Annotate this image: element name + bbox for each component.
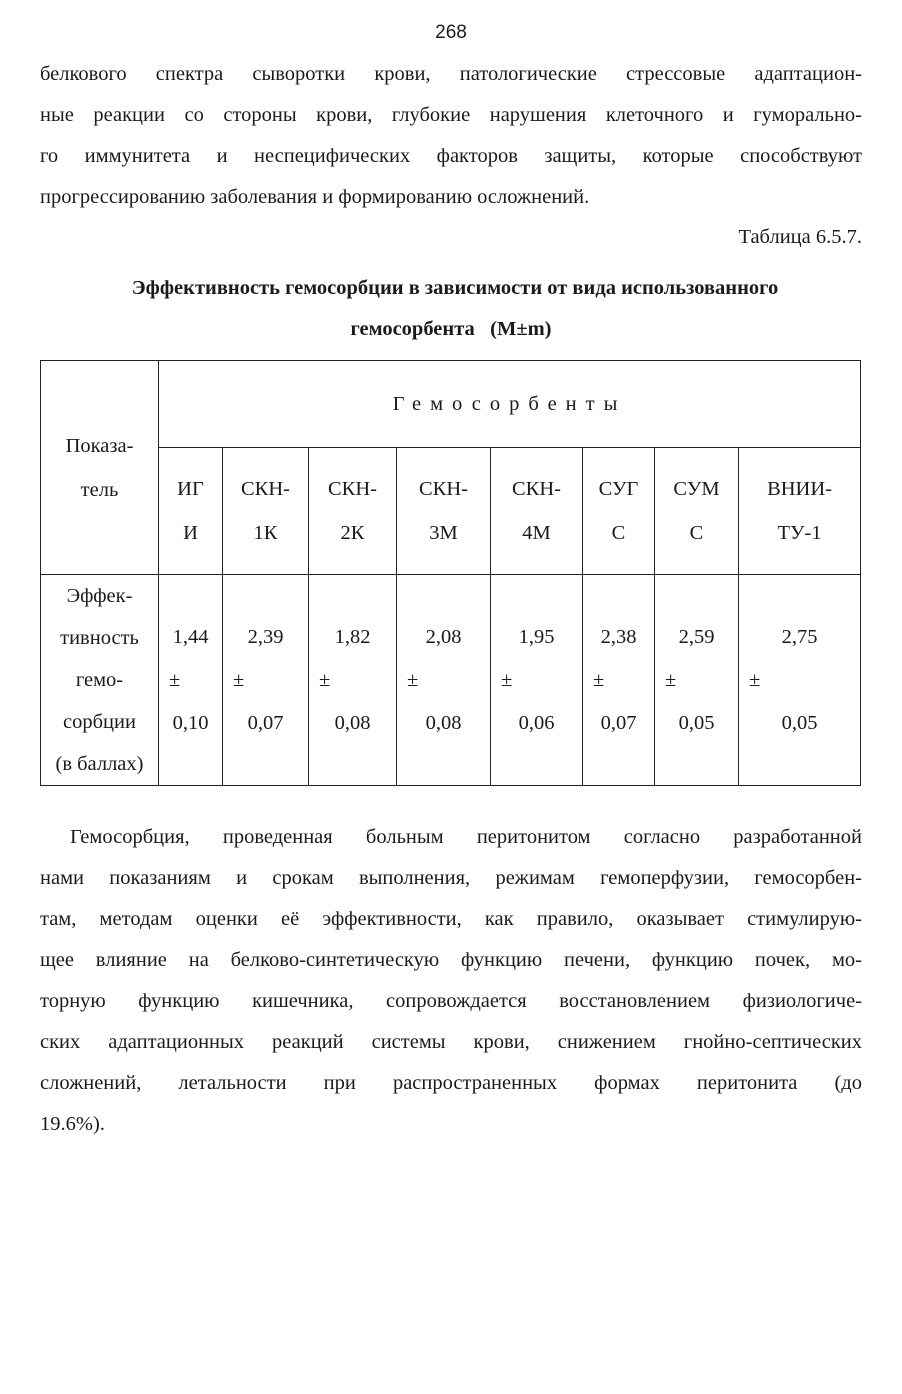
mean-value: 2,59 bbox=[678, 625, 715, 648]
column-header-line: ТУ-1 bbox=[777, 522, 822, 544]
value-cell bbox=[397, 575, 491, 786]
text-line: там, методам оценки её эффективности, как правило, оказывает стимулирую- bbox=[40, 908, 862, 930]
column-header-line: С bbox=[611, 522, 626, 544]
group-header: Гемосорбенты bbox=[159, 361, 861, 448]
error-value: 0,07 bbox=[247, 711, 284, 734]
paragraph-conclusion bbox=[40, 817, 862, 1145]
param-header-line: тель bbox=[80, 478, 119, 501]
plus-minus: ± bbox=[233, 668, 245, 691]
error-value: 0,05 bbox=[678, 711, 715, 734]
mean-value: 1,44 bbox=[172, 625, 209, 648]
mean-value: 2,75 bbox=[781, 625, 818, 648]
column-header bbox=[223, 448, 309, 575]
plus-minus: ± bbox=[169, 668, 181, 691]
hemosorbent-table bbox=[40, 360, 861, 786]
column-header-line: 4М bbox=[522, 522, 551, 544]
plus-minus: ± bbox=[749, 668, 761, 691]
error-value: 0,08 bbox=[334, 711, 371, 734]
param-header bbox=[41, 361, 159, 575]
mean-value: 1,82 bbox=[334, 625, 371, 648]
text-line: го иммунитета и неспецифических факторов защиты, которые способствуют bbox=[40, 145, 862, 167]
column-header-line: СУМ bbox=[673, 478, 720, 500]
column-header bbox=[739, 448, 861, 575]
text-line: нами показаниям и срокам выполнения, режимам гемоперфузии, гемосорбен- bbox=[40, 867, 862, 889]
text-line: Гемосорбция, проведенная больным перитонитом согласно разработанной bbox=[70, 826, 862, 848]
column-header-line: С bbox=[689, 522, 704, 544]
value-cell bbox=[159, 575, 223, 786]
column-header bbox=[159, 448, 223, 575]
column-header bbox=[491, 448, 583, 575]
value-cell bbox=[655, 575, 739, 786]
plus-minus: ± bbox=[319, 668, 331, 691]
text-line: ских адаптационных реакций системы крови, снижением гнойно-септических bbox=[40, 1031, 862, 1053]
column-header-line: 2К bbox=[340, 522, 365, 544]
row-label-line: гемо- bbox=[75, 669, 124, 691]
error-value: 0,08 bbox=[425, 711, 462, 734]
row-label-line: тивность bbox=[60, 627, 139, 649]
row-label bbox=[41, 575, 159, 786]
column-header-line: СКН- bbox=[328, 478, 377, 500]
plus-minus: ± bbox=[407, 668, 419, 691]
table-title-line: гемосорбента (M±m) bbox=[350, 318, 552, 340]
page-number: 268 bbox=[435, 22, 467, 43]
mean-value: 2,39 bbox=[247, 625, 284, 648]
text-line: 19.6%). bbox=[40, 1113, 105, 1135]
mean-value: 2,08 bbox=[425, 625, 462, 648]
table-label: Таблица 6.5.7. bbox=[738, 226, 862, 248]
value-cell bbox=[309, 575, 397, 786]
value-cell bbox=[739, 575, 861, 786]
plus-minus: ± bbox=[665, 668, 677, 691]
column-header-line: СУГ bbox=[598, 478, 639, 500]
error-value: 0,10 bbox=[172, 711, 209, 734]
table-title-line: Эффективность гемосорбции в зависимости от вида использованного bbox=[131, 277, 779, 299]
column-header-line: СКН- bbox=[241, 478, 290, 500]
column-header-line: ВНИИ- bbox=[767, 478, 832, 500]
mean-value: 2,38 bbox=[600, 625, 637, 648]
text-line: щее влияние на белково-синтетическую функцию печени, функцию почек, мо- bbox=[40, 949, 862, 971]
column-header-line: И bbox=[183, 522, 198, 544]
column-header bbox=[655, 448, 739, 575]
paragraph-intro bbox=[40, 54, 862, 218]
value-cell bbox=[583, 575, 655, 786]
column-header-line: 1К bbox=[253, 522, 278, 544]
error-value: 0,07 bbox=[600, 711, 637, 734]
text-line: прогрессированию заболевания и формированию осложнений. bbox=[40, 186, 590, 208]
row-label-line: Эффек- bbox=[66, 585, 133, 607]
value-cell bbox=[491, 575, 583, 786]
text-line: белкового спектра сыворотки крови, патологические стрессовые адаптацион- bbox=[40, 63, 862, 85]
column-header-line: ИГ bbox=[177, 478, 204, 500]
column-header bbox=[583, 448, 655, 575]
error-value: 0,06 bbox=[518, 711, 555, 734]
text-line: сложнений, летальности при распространенных формах перитонита (до bbox=[40, 1072, 862, 1094]
text-line: торную функцию кишечника, сопровождается восстановлением физиологиче- bbox=[40, 990, 862, 1012]
row-label-line: (в баллах) bbox=[55, 753, 144, 775]
plus-minus: ± bbox=[593, 668, 605, 691]
column-header-line: СКН- bbox=[512, 478, 561, 500]
text-line: ные реакции со стороны крови, глубокие нарушения клеточного и гуморально- bbox=[40, 104, 862, 126]
table-title bbox=[40, 268, 862, 350]
error-value: 0,05 bbox=[781, 711, 818, 734]
column-header bbox=[397, 448, 491, 575]
param-header-line: Показа- bbox=[65, 434, 134, 457]
column-header-line: 3М bbox=[429, 522, 458, 544]
plus-minus: ± bbox=[501, 668, 513, 691]
column-header bbox=[309, 448, 397, 575]
value-cell bbox=[223, 575, 309, 786]
mean-value: 1,95 bbox=[518, 625, 555, 648]
row-label-line: сорбции bbox=[63, 711, 136, 733]
column-header-line: СКН- bbox=[419, 478, 468, 500]
